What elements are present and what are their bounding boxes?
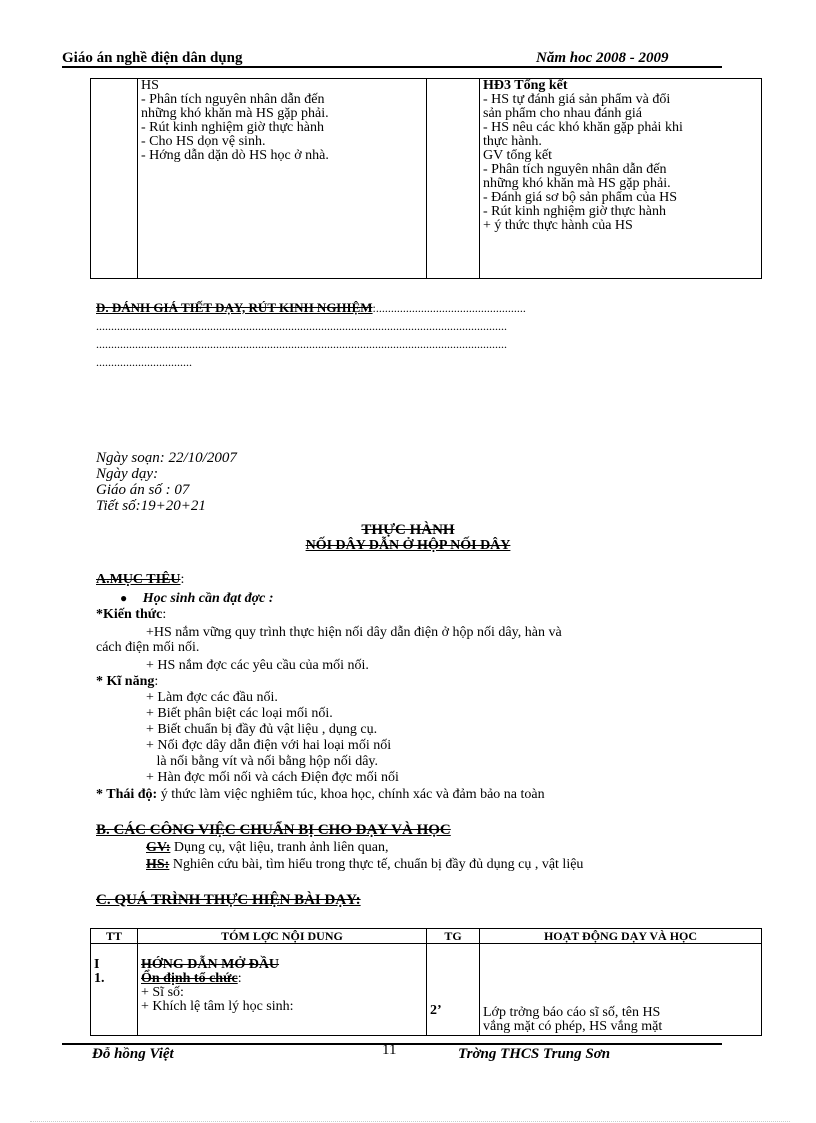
section-d-title: D. ĐÁNH GIÁ TIẾT DẠY, RÚT KINH NGHIỆM <box>96 300 373 315</box>
row-tg: 2’ <box>427 944 480 1036</box>
top-cell-content <box>138 79 427 279</box>
row-tt-roman: I <box>94 957 100 972</box>
top-activity-line: + ý thức thực hành của HS <box>483 218 633 233</box>
page-number: 11 <box>382 1042 397 1058</box>
dotted-line: ................................ <box>96 355 192 369</box>
dotted-line: ......................................................................................................................................... <box>96 319 507 333</box>
header-right: Năm hoc 2008 - 2009 <box>536 50 669 66</box>
section-a-title: A.MỤC TIÊU <box>96 572 181 587</box>
top-table <box>90 78 762 279</box>
row-activity-line: vắng mặt có phép, HS vắng mặt <box>483 1019 663 1034</box>
top-activity-line: - Đánh giá sơ bộ sản phẩm của HS <box>483 190 678 205</box>
row-content-subheading: Ổn định tổ chức <box>141 971 238 986</box>
col-header-tt: TT <box>91 929 138 944</box>
col-header-activity: HOẠT ĐỘNG DẠY VÀ HỌC <box>480 929 762 944</box>
header-left: Giáo án nghề điện dân dụng <box>62 50 243 66</box>
top-content-line: những khó khăn mà HS gặp phải. <box>141 106 329 121</box>
col-header-content: TÓM LỢC NỘI DUNG <box>138 929 427 944</box>
bullet-icon: ● <box>120 591 128 605</box>
row-content-line: + Sĩ số: <box>141 985 184 1000</box>
top-cell-activity <box>480 79 762 279</box>
top-activity-line: thực hành. <box>483 134 542 149</box>
lesson-title: THỰC HÀNH <box>361 522 455 538</box>
row-activity <box>480 944 762 1036</box>
row-content <box>138 944 427 1036</box>
top-cell-tg <box>427 79 480 279</box>
row-tt-number: 1. <box>94 971 105 986</box>
top-content-line: - Cho HS dọn vệ sinh. <box>141 134 266 149</box>
section-b-title: B. CÁC CÔNG VIỆC CHUẨN BỊ CHO DẠY VÀ HỌC <box>96 822 451 838</box>
ki-nang-item: + Nối đợc dây dẫn điện với hai loại mối nối <box>146 738 392 753</box>
section-d-dots: :.................................................. <box>372 301 526 315</box>
kien-thuc-colon: : <box>162 607 167 622</box>
ngay-soan: Ngày soạn: 22/10/2007 <box>96 450 237 466</box>
ki-nang-item: là nối bằng vít và nối bằng hộp nối dây. <box>146 754 378 769</box>
top-content-line: - Phân tích nguyên nhân dẫn đến <box>141 92 325 107</box>
row-activity-line: Lớp trởng báo cáo sĩ số, tên HS <box>483 1005 661 1020</box>
top-activity-line: - HS nêu các khó khăn gặp phải khi <box>483 120 683 135</box>
dotted-line: ......................................................................................................................................... <box>96 337 507 351</box>
header-rule <box>62 66 722 68</box>
kien-thuc-1: +HS nắm vững quy trình thực hiện nối dây dẫn điện ở hộp nối dây, hàn và <box>146 625 562 640</box>
top-content-line: HS <box>141 78 159 93</box>
kien-thuc-1b: cách điện mối nối. <box>96 640 200 655</box>
hs-text: Nghiên cứu bài, tìm hiểu trong thực tế, chuẩn bị đầy đủ dụng cụ , vật liệu <box>169 857 584 872</box>
top-activity-line: GV tổng kết <box>483 148 552 163</box>
ki-nang-item: + Biết chuẩn bị đầy đủ vật liệu , dụng cụ. <box>146 722 378 737</box>
thai-do-text: ý thức làm việc nghiêm túc, khoa học, chính xác và đảm bảo na toàn <box>157 787 545 802</box>
ki-nang-label: * Kĩ năng <box>96 674 155 689</box>
ki-nang-item: + Làm đợc các đầu nối. <box>146 690 278 705</box>
top-cell-tt <box>91 79 138 279</box>
row-content-heading: HỚNG DẪN MỞ ĐẦU <box>141 957 280 972</box>
top-activity-title: HĐ3 Tổng kết <box>483 78 568 93</box>
ki-nang-item: + Hàn đợc mối nối và cách Điện đợc mối nối <box>146 770 399 785</box>
footer-school: Trờng THCS Trung Sơn <box>458 1046 611 1062</box>
ngay-day: Ngày dạy: <box>96 466 159 482</box>
col-header-tg: TG <box>427 929 480 944</box>
section-a-colon: : <box>180 572 185 587</box>
top-activity-line: những khó khăn mà HS gặp phải. <box>483 176 671 191</box>
hs-label: HS: <box>146 857 170 872</box>
top-activity-line: - HS tự đánh giá sản phẩm và đổi <box>483 92 671 107</box>
objective-bullet: Học sinh cần đạt đợc : <box>142 591 274 606</box>
top-activity-line: sản phẩm cho nhau đánh giá <box>483 106 643 121</box>
top-content-line: - Hớng dẫn dặn dò HS học ở nhà. <box>141 148 329 163</box>
tiet-so: Tiết số:19+20+21 <box>96 498 206 514</box>
section-c-title: C. QUÁ TRÌNH THỰC HIỆN BÀI DẠY: <box>96 892 361 908</box>
row-tt <box>91 944 138 1036</box>
gv-label: GV: <box>146 840 171 855</box>
ki-nang-colon: : <box>154 674 159 689</box>
giao-an-so: Giáo án số : 07 <box>96 482 190 498</box>
lesson-table <box>90 928 762 1036</box>
page-edge <box>30 1121 790 1122</box>
row-content-colon: : <box>237 971 242 986</box>
top-content-line: - Rút kinh nghiệm giờ thực hành <box>141 120 324 135</box>
top-activity-line: - Rút kinh nghiệm giờ thực hành <box>483 204 666 219</box>
footer-author: Đỗ hồng Việt <box>92 1046 174 1062</box>
gv-text: Dụng cụ, vật liệu, tranh ảnh liên quan, <box>170 840 389 855</box>
kien-thuc-2: + HS nắm đợc các yêu cầu của mối nối. <box>146 658 369 673</box>
ki-nang-item: + Biết phân biệt các loại mối nối. <box>146 706 333 721</box>
kien-thuc-label: *Kiến thức <box>96 607 163 622</box>
thai-do-label: * Thái độ: <box>96 787 158 802</box>
row-content-line: + Khích lệ tâm lý học sinh: <box>141 999 294 1014</box>
lesson-subtitle: NỐI DÂY DẪN Ở HỘP NỐI DÂY <box>305 538 511 553</box>
top-activity-line: - Phân tích nguyên nhân dẫn đến <box>483 162 667 177</box>
